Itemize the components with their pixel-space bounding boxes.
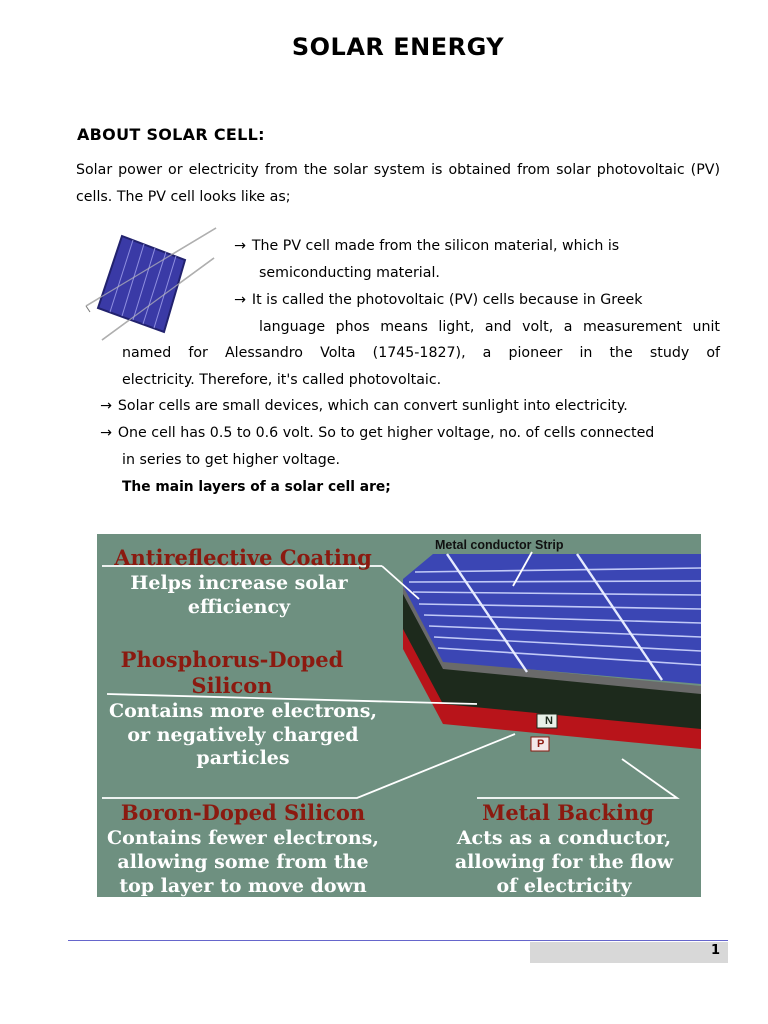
bullet-4-line-1 <box>100 425 654 441</box>
phosphorus-desc-3: particles <box>196 747 290 769</box>
phosphorus-desc-1: Contains more electrons, <box>108 700 378 722</box>
layers-heading: The main layers of a solar cell are; <box>122 479 391 495</box>
backing-desc-3: of electricity <box>496 875 632 897</box>
boron-desc-2: allowing some from the <box>117 851 369 873</box>
n-layer-tag: N <box>545 715 553 727</box>
page-number: 1 <box>710 943 720 958</box>
arrow-icon: → <box>100 425 112 441</box>
bullet-2-line-3: named for Alessandro Volta (1745-1827), a pioneer in the study of <box>122 345 720 361</box>
section-heading: ABOUT SOLAR CELL: <box>77 125 265 144</box>
solar-cell-layers-diagram <box>97 534 701 897</box>
bullet-4-line-2: in series to get higher voltage. <box>122 452 341 468</box>
bullet-text: One cell has 0.5 to 0.6 volt. So to get higher voltage, no. of cells connected <box>117 425 655 441</box>
p-layer-tag: P <box>537 738 545 750</box>
backing-title: Metal Backing <box>482 800 654 825</box>
footer-rule <box>68 940 728 941</box>
bullet-1-line-1 <box>234 238 619 254</box>
backing-desc-1: Acts as a conductor, <box>456 827 672 849</box>
arrow-icon: → <box>100 398 112 414</box>
phosphorus-title-2: Silicon <box>191 673 273 698</box>
bullet-1-line-2: semiconducting material. <box>259 265 440 281</box>
bullet-2-line-2: language phos means light, and volt, a measurement unit <box>259 319 720 335</box>
backing-desc-2: allowing for the flow <box>454 851 674 873</box>
arrow-icon: → <box>234 238 246 254</box>
bullet-text: It is called the photovoltaic (PV) cells because in Greek <box>251 292 643 308</box>
intro-paragraph: Solar power or electricity from the solar system is obtained from solar photovoltaic (PV) cells. The PV cell looks like as; <box>76 162 720 205</box>
boron-title: Boron-Doped Silicon <box>120 800 366 825</box>
bullet-text: Solar cells are small devices, which can convert sunlight into electricity. <box>117 398 628 414</box>
phosphorus-desc-2: or negatively charged <box>127 724 359 746</box>
phosphorus-title-1: Phosphorus-Doped <box>120 647 344 672</box>
coating-title: Antireflective Coating <box>114 545 372 570</box>
coating-desc-2: efficiency <box>187 596 291 618</box>
page-number-box <box>530 942 728 963</box>
boron-desc-1: Contains fewer electrons, <box>107 827 379 849</box>
document-title: SOLAR ENERGY <box>291 33 505 61</box>
bullet-text: The PV cell made from the silicon material, which is <box>251 238 620 254</box>
bullet-3 <box>100 398 628 414</box>
metal-strip-label: Metal conductor Strip <box>435 538 564 552</box>
pv-cell-illustration <box>80 222 220 350</box>
coating-desc-1: Helps increase solar <box>130 572 348 594</box>
bullet-2-line-1 <box>234 292 643 308</box>
arrow-icon: → <box>234 292 246 308</box>
bullet-2-line-4: electricity. Therefore, it's called photovoltaic. <box>122 372 442 388</box>
boron-desc-3: top layer to move down <box>119 875 367 897</box>
